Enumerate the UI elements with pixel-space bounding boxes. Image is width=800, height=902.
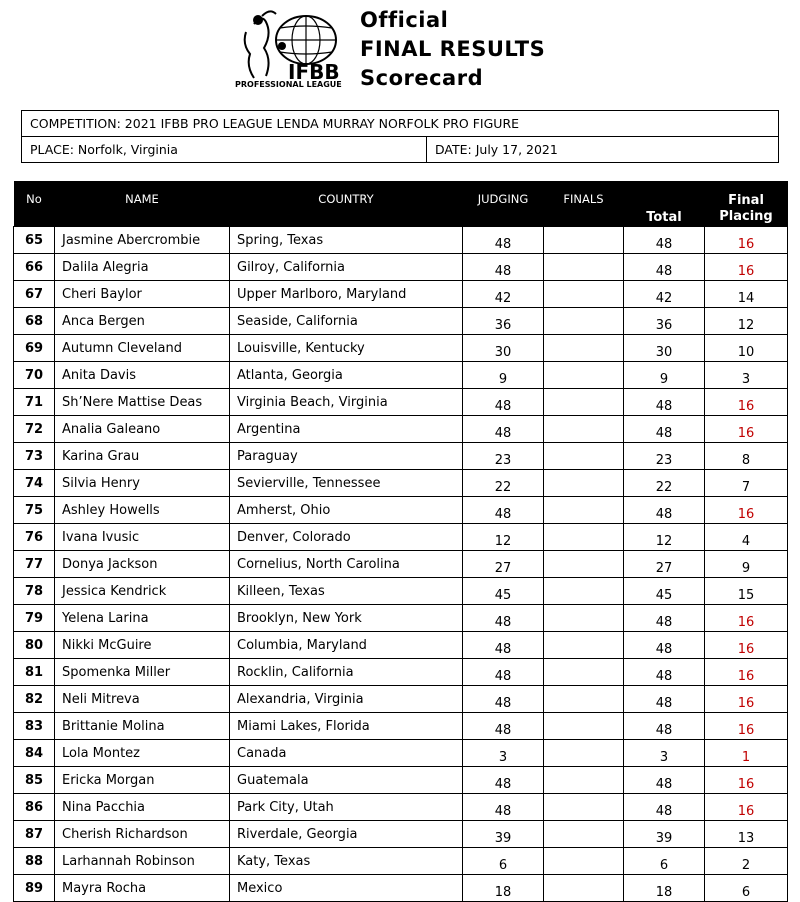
competitor-country: Virginia Beach, Virginia	[230, 389, 463, 416]
judging-score: 23	[463, 443, 544, 470]
competitor-country: Katy, Texas	[230, 848, 463, 875]
competitor-name: Silvia Henry	[55, 470, 230, 497]
finals-score	[544, 740, 624, 767]
competitor-country: Cornelius, North Carolina	[230, 551, 463, 578]
page-title	[360, 6, 545, 93]
judging-score: 48	[463, 794, 544, 821]
judging-score: 36	[463, 308, 544, 335]
final-placing-line-2: Placing	[719, 209, 773, 224]
competitor-name: Cherish Richardson	[55, 821, 230, 848]
competitor-name: Analia Galeano	[55, 416, 230, 443]
competitor-country: Seaside, California	[230, 308, 463, 335]
competition-place: PLACE: Norfolk, Virginia	[22, 137, 427, 162]
finals-score	[544, 443, 624, 470]
finals-score	[544, 848, 624, 875]
scorecard-header	[232, 4, 592, 96]
final-placing: 16	[705, 227, 788, 254]
finals-score	[544, 308, 624, 335]
competitor-name: Ivana Ivusic	[55, 524, 230, 551]
competitor-number: 72	[14, 416, 55, 443]
total-score: 48	[624, 605, 705, 632]
competitor-number: 73	[14, 443, 55, 470]
judging-score: 48	[463, 686, 544, 713]
finals-score	[544, 281, 624, 308]
competitor-number: 71	[14, 389, 55, 416]
final-placing: 4	[705, 524, 788, 551]
total-score: 30	[624, 335, 705, 362]
total-score: 42	[624, 281, 705, 308]
total-score: 39	[624, 821, 705, 848]
competitor-country: Spring, Texas	[230, 227, 463, 254]
competitor-name: Yelena Larina	[55, 605, 230, 632]
competitor-number: 75	[14, 497, 55, 524]
competitor-name: Mayra Rocha	[55, 875, 230, 902]
competitor-country: Miami Lakes, Florida	[230, 713, 463, 740]
finals-score	[544, 632, 624, 659]
results-body	[14, 227, 788, 902]
column-header-final-placing	[705, 181, 788, 227]
competitor-number: 79	[14, 605, 55, 632]
competitor-name: Spomenka Miller	[55, 659, 230, 686]
competitor-name: Ericka Morgan	[55, 767, 230, 794]
table-row	[14, 713, 788, 740]
final-placing: 10	[705, 335, 788, 362]
competitor-name: Donya Jackson	[55, 551, 230, 578]
total-score: 48	[624, 794, 705, 821]
competitor-country: Riverdale, Georgia	[230, 821, 463, 848]
competitor-name: Cheri Baylor	[55, 281, 230, 308]
final-placing: 16	[705, 605, 788, 632]
results-table	[13, 181, 788, 902]
competitor-country: Louisville, Kentucky	[230, 335, 463, 362]
table-header-row	[14, 181, 788, 227]
competitor-number: 68	[14, 308, 55, 335]
finals-score	[544, 713, 624, 740]
judging-score: 48	[463, 416, 544, 443]
finals-score	[544, 335, 624, 362]
final-placing: 16	[705, 632, 788, 659]
table-row	[14, 254, 788, 281]
competitor-country: Sevierville, Tennessee	[230, 470, 463, 497]
final-placing: 16	[705, 416, 788, 443]
column-header-name: NAME	[55, 181, 230, 227]
competitor-name: Anca Bergen	[55, 308, 230, 335]
final-placing: 14	[705, 281, 788, 308]
finals-score	[544, 254, 624, 281]
competitor-number: 88	[14, 848, 55, 875]
competitor-name: Jessica Kendrick	[55, 578, 230, 605]
competitor-name: Sh’Nere Mattise Deas	[55, 389, 230, 416]
competitor-name: Nikki McGuire	[55, 632, 230, 659]
logo-brand: IFBB	[288, 60, 340, 84]
competitor-number: 67	[14, 281, 55, 308]
table-row	[14, 767, 788, 794]
table-row	[14, 416, 788, 443]
total-score: 48	[624, 254, 705, 281]
column-header-country: COUNTRY	[230, 181, 463, 227]
competitor-number: 82	[14, 686, 55, 713]
finals-score	[544, 389, 624, 416]
competitor-name: Nina Pacchia	[55, 794, 230, 821]
final-placing: 3	[705, 362, 788, 389]
competitor-country: Columbia, Maryland	[230, 632, 463, 659]
judging-score: 39	[463, 821, 544, 848]
competitor-name: Brittanie Molina	[55, 713, 230, 740]
column-header-total: Total	[624, 181, 705, 227]
table-row	[14, 659, 788, 686]
judging-score: 48	[463, 227, 544, 254]
competitor-number: 77	[14, 551, 55, 578]
table-row	[14, 335, 788, 362]
competitor-number: 70	[14, 362, 55, 389]
final-placing: 1	[705, 740, 788, 767]
competition-name: COMPETITION: 2021 IFBB PRO LEAGUE LENDA MURRAY NORFOLK PRO FIGURE	[30, 116, 520, 131]
judging-score: 48	[463, 389, 544, 416]
table-row	[14, 551, 788, 578]
judging-score: 9	[463, 362, 544, 389]
total-score: 6	[624, 848, 705, 875]
judging-score: 48	[463, 632, 544, 659]
competitor-country: Argentina	[230, 416, 463, 443]
total-score: 48	[624, 686, 705, 713]
competitor-number: 84	[14, 740, 55, 767]
total-score: 9	[624, 362, 705, 389]
final-placing: 2	[705, 848, 788, 875]
final-placing: 16	[705, 254, 788, 281]
competitor-country: Guatemala	[230, 767, 463, 794]
table-row	[14, 821, 788, 848]
total-score: 48	[624, 389, 705, 416]
table-row	[14, 686, 788, 713]
final-placing: 15	[705, 578, 788, 605]
total-score: 36	[624, 308, 705, 335]
judging-score: 48	[463, 605, 544, 632]
judging-score: 6	[463, 848, 544, 875]
table-row	[14, 497, 788, 524]
finals-score	[544, 362, 624, 389]
table-row	[14, 632, 788, 659]
finals-score	[544, 524, 624, 551]
competitor-number: 80	[14, 632, 55, 659]
competitor-number: 83	[14, 713, 55, 740]
place-date-row	[22, 136, 778, 162]
competitor-country: Gilroy, California	[230, 254, 463, 281]
total-score: 18	[624, 875, 705, 902]
total-score: 3	[624, 740, 705, 767]
total-score: 22	[624, 470, 705, 497]
competitor-number: 89	[14, 875, 55, 902]
judging-score: 27	[463, 551, 544, 578]
logo-subtitle: PROFESSIONAL LEAGUE	[235, 80, 342, 89]
competitor-name: Karina Grau	[55, 443, 230, 470]
competition-row	[22, 111, 778, 136]
total-score: 48	[624, 497, 705, 524]
column-header-finals: FINALS	[544, 181, 624, 227]
judging-score: 12	[463, 524, 544, 551]
competitor-country: Rocklin, California	[230, 659, 463, 686]
competitor-country: Killeen, Texas	[230, 578, 463, 605]
competitor-country: Upper Marlboro, Maryland	[230, 281, 463, 308]
competitor-country: Alexandria, Virginia	[230, 686, 463, 713]
title-line-final-results: FINAL RESULTS	[360, 37, 546, 61]
competitor-number: 87	[14, 821, 55, 848]
competitor-country: Brooklyn, New York	[230, 605, 463, 632]
table-row	[14, 389, 788, 416]
table-row	[14, 281, 788, 308]
ifbb-pro-league-logo-icon	[232, 4, 350, 96]
finals-score	[544, 659, 624, 686]
total-score: 48	[624, 767, 705, 794]
final-placing-line-1: Final	[728, 193, 764, 208]
column-header-no: No	[14, 181, 55, 227]
competitor-number: 76	[14, 524, 55, 551]
competitor-name: Jasmine Abercrombie	[55, 227, 230, 254]
judging-score: 48	[463, 659, 544, 686]
table-row	[14, 578, 788, 605]
table-row	[14, 227, 788, 254]
competitor-number: 78	[14, 578, 55, 605]
title-line-scorecard: Scorecard	[360, 66, 484, 90]
competitor-name: Anita Davis	[55, 362, 230, 389]
competitor-name: Autumn Cleveland	[55, 335, 230, 362]
finals-score	[544, 578, 624, 605]
final-placing: 12	[705, 308, 788, 335]
finals-score	[544, 470, 624, 497]
total-score: 23	[624, 443, 705, 470]
finals-score	[544, 686, 624, 713]
final-placing: 16	[705, 713, 788, 740]
final-placing: 16	[705, 767, 788, 794]
competitor-number: 86	[14, 794, 55, 821]
final-placing: 13	[705, 821, 788, 848]
judging-score: 18	[463, 875, 544, 902]
final-placing: 9	[705, 551, 788, 578]
finals-score	[544, 794, 624, 821]
finals-score	[544, 767, 624, 794]
judging-score: 48	[463, 254, 544, 281]
final-placing: 16	[705, 389, 788, 416]
table-row	[14, 740, 788, 767]
total-score: 48	[624, 227, 705, 254]
finals-score	[544, 497, 624, 524]
finals-score	[544, 551, 624, 578]
table-row	[14, 875, 788, 902]
total-score: 48	[624, 416, 705, 443]
final-placing: 16	[705, 659, 788, 686]
competitor-number: 65	[14, 227, 55, 254]
table-row	[14, 362, 788, 389]
competitor-country: Paraguay	[230, 443, 463, 470]
title-line-official: Official	[360, 8, 449, 32]
total-score: 12	[624, 524, 705, 551]
competitor-name: Neli Mitreva	[55, 686, 230, 713]
competitor-country: Denver, Colorado	[230, 524, 463, 551]
competitor-country: Amherst, Ohio	[230, 497, 463, 524]
judging-score: 22	[463, 470, 544, 497]
judging-score: 45	[463, 578, 544, 605]
final-placing: 16	[705, 686, 788, 713]
finals-score	[544, 821, 624, 848]
final-placing: 16	[705, 497, 788, 524]
table-row	[14, 308, 788, 335]
competitor-number: 85	[14, 767, 55, 794]
judging-score: 48	[463, 767, 544, 794]
finals-score	[544, 416, 624, 443]
final-placing: 16	[705, 794, 788, 821]
competitor-name: Larhannah Robinson	[55, 848, 230, 875]
competitor-country: Park City, Utah	[230, 794, 463, 821]
competitor-number: 81	[14, 659, 55, 686]
competitor-number: 69	[14, 335, 55, 362]
competitor-number: 74	[14, 470, 55, 497]
total-score: 27	[624, 551, 705, 578]
table-row	[14, 470, 788, 497]
table-row	[14, 848, 788, 875]
competitor-name: Ashley Howells	[55, 497, 230, 524]
total-score: 48	[624, 632, 705, 659]
finals-score	[544, 227, 624, 254]
table-row	[14, 443, 788, 470]
judging-score: 3	[463, 740, 544, 767]
competitor-number: 66	[14, 254, 55, 281]
competition-info-box	[21, 110, 779, 163]
final-placing: 8	[705, 443, 788, 470]
final-placing: 7	[705, 470, 788, 497]
competitor-country: Mexico	[230, 875, 463, 902]
judging-score: 30	[463, 335, 544, 362]
competitor-name: Dalila Alegria	[55, 254, 230, 281]
total-score: 45	[624, 578, 705, 605]
table-row	[14, 794, 788, 821]
competitor-country: Canada	[230, 740, 463, 767]
competitor-name: Lola Montez	[55, 740, 230, 767]
column-header-judging: JUDGING	[463, 181, 544, 227]
competition-date: DATE: July 17, 2021	[435, 142, 558, 157]
judging-score: 48	[463, 497, 544, 524]
table-row	[14, 524, 788, 551]
total-score: 48	[624, 713, 705, 740]
judging-score: 42	[463, 281, 544, 308]
finals-score	[544, 605, 624, 632]
finals-score	[544, 875, 624, 902]
judging-score: 48	[463, 713, 544, 740]
table-row	[14, 605, 788, 632]
competitor-country: Atlanta, Georgia	[230, 362, 463, 389]
final-placing: 6	[705, 875, 788, 902]
total-score: 48	[624, 659, 705, 686]
